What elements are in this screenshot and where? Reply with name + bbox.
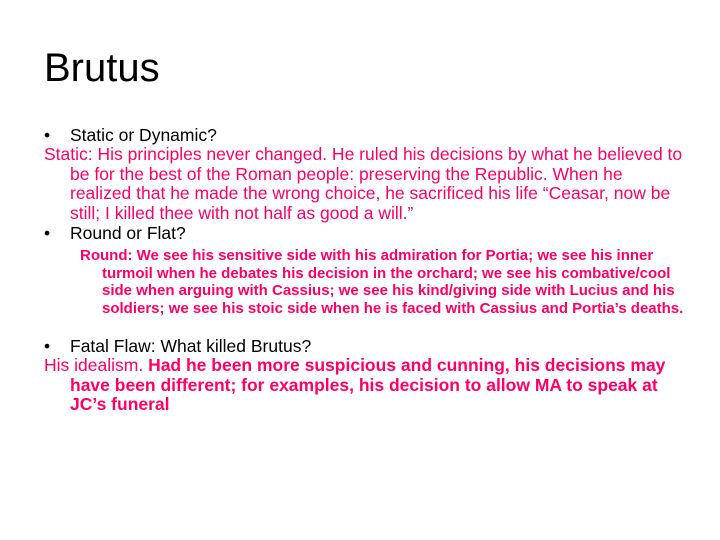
static-text: His principles never changed. He ruled his decisions by what he believed to be for the best of the Roman people: preserving the Republic. When he realized that he made the wrong choice, he sacrificed his life “Ceasar, now be still; I killed thee with not half as good a will.” bbox=[70, 144, 683, 223]
bullet-fatal-flaw bbox=[44, 336, 684, 356]
round-paragraph bbox=[80, 247, 684, 317]
slide-title: Brutus bbox=[44, 46, 160, 90]
round-label: Round: bbox=[80, 247, 133, 264]
bullet-round-flat bbox=[44, 223, 684, 243]
spacer bbox=[44, 317, 684, 336]
bullet-fatal-flaw-label: Fatal Flaw: What killed Brutus? bbox=[70, 336, 312, 356]
static-paragraph bbox=[44, 145, 684, 223]
slide-content bbox=[44, 125, 684, 415]
static-label: Static: bbox=[44, 144, 93, 164]
round-text: We see his sensitive side with his admiration for Portia; we see his inner turmoil when he debates his decision in the orchard; we see his combative/cool side when arguing with Cassius; we see his kind/giving side with Lucius and his soldiers; we see his stoic side when he is faced with Cassius and Portia’s deaths. bbox=[102, 247, 684, 317]
idealism-paragraph bbox=[44, 356, 684, 415]
idealism-label: His idealism. bbox=[44, 355, 144, 375]
bullet-dot-icon: • bbox=[44, 125, 51, 145]
bullet-round-flat-label: Round or Flat? bbox=[70, 223, 186, 243]
bullet-dot-icon: • bbox=[44, 223, 51, 243]
bullet-dot-icon: • bbox=[44, 336, 51, 356]
idealism-text: Had he been more suspicious and cunning, his decisions may have been different; for examples, his decision to allow MA to speak at JC’s funeral bbox=[70, 355, 666, 414]
bullet-static-dynamic bbox=[44, 125, 684, 145]
bullet-static-dynamic-label: Static or Dynamic? bbox=[70, 125, 217, 145]
